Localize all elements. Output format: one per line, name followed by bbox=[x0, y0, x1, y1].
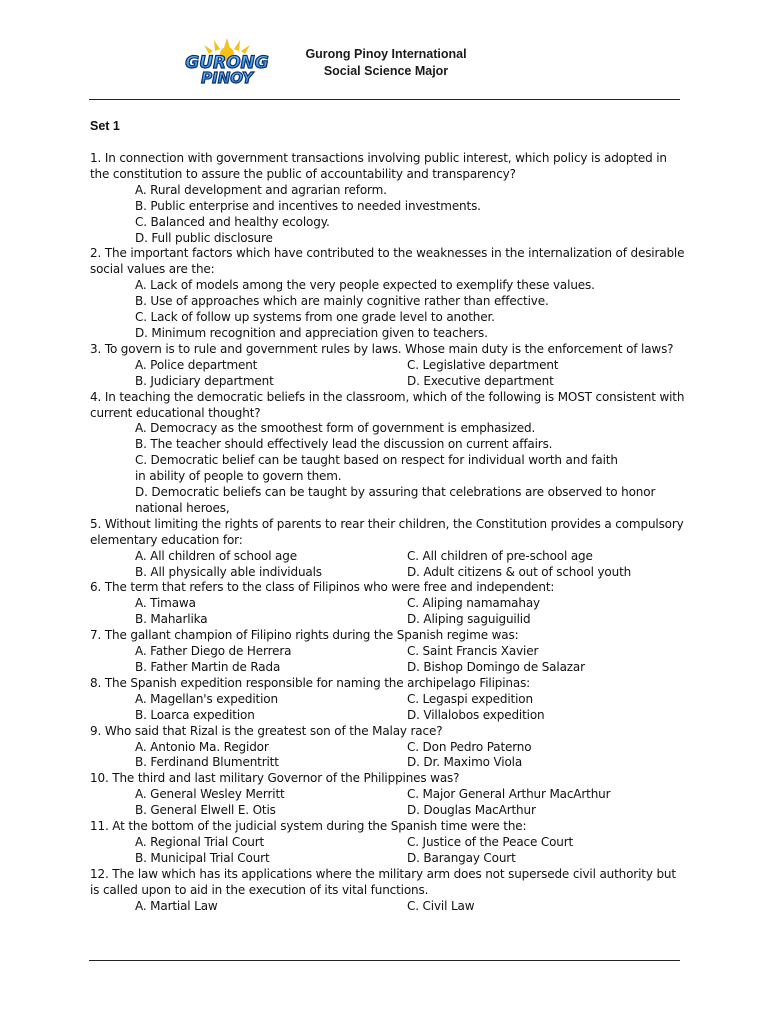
q10-option-c: C. Major General Arthur MacArthur bbox=[407, 787, 611, 802]
q6-options-row-2 bbox=[90, 612, 685, 628]
q7-option-c: C. Saint Francis Xavier bbox=[407, 644, 539, 659]
q4-option-c-line2: in ability of people to govern them. bbox=[135, 469, 342, 484]
q4-option-d-line1: D. Democratic beliefs can be taught by assuring that celebrations are observed to honor bbox=[135, 485, 656, 500]
logo-text-bottom: PINOY bbox=[201, 69, 253, 86]
question-3: 3. To govern is to rule and government rules by laws. Whose main duty is the enforcement of laws? bbox=[90, 341, 674, 356]
q3-options-row-1 bbox=[90, 358, 685, 374]
header-title-line1: Gurong Pinoy International bbox=[305, 47, 467, 61]
q7-option-a: A. Father Diego de Herrera bbox=[135, 644, 292, 659]
question-4: 4. In teaching the democratic beliefs in the classroom, which of the following is MOST consistent with current educational thought? bbox=[90, 389, 685, 420]
question-5: 5. Without limiting the rights of parents to rear their children, the Constitution provides a compulsory elementary education for: bbox=[90, 516, 684, 547]
q9-options-row-2 bbox=[90, 755, 685, 771]
q5-option-a: A. All children of school age bbox=[135, 548, 297, 563]
q9-option-a: A. Antonio Ma. Regidor bbox=[135, 739, 269, 754]
q11-option-d: D. Barangay Court bbox=[407, 850, 516, 865]
q10-option-b: B. General Elwell E. Otis bbox=[135, 803, 276, 818]
q1-option-d: D. Full public disclosure bbox=[135, 230, 273, 245]
q3-option-a: A. Police department bbox=[135, 357, 258, 372]
q4-option-b: B. The teacher should effectively lead the discussion on current affairs. bbox=[135, 437, 553, 452]
question-7: 7. The gallant champion of Filipino rights during the Spanish regime was: bbox=[90, 628, 519, 643]
q2-option-b: B. Use of approaches which are mainly cognitive rather than effective. bbox=[135, 294, 549, 309]
q4-option-d-line2: national heroes, bbox=[135, 500, 230, 515]
q1-option-b: B. Public enterprise and incentives to needed investments. bbox=[135, 198, 481, 213]
q3-option-c: C. Legislative department bbox=[407, 357, 559, 372]
q6-option-d: D. Aliping saguiguilid bbox=[407, 612, 531, 627]
q6-option-b: B. Maharlika bbox=[135, 612, 208, 627]
question-11: 11. At the bottom of the judicial system during the Spanish time were the: bbox=[90, 819, 527, 834]
footer-divider bbox=[89, 960, 680, 961]
gurong-pinoy-logo bbox=[174, 38, 280, 86]
q2-option-d: D. Minimum recognition and appreciation given to teachers. bbox=[135, 325, 488, 340]
q7-options-row-2 bbox=[90, 660, 685, 676]
logo-text-top: GURONG bbox=[185, 53, 269, 73]
q3-options-row-2 bbox=[90, 374, 685, 390]
q8-option-b: B. Loarca expedition bbox=[135, 707, 255, 722]
question-9: 9. Who said that Rizal is the greatest son of the Malay race? bbox=[90, 723, 443, 738]
q6-options-row-1 bbox=[90, 596, 685, 612]
question-12: 12. The law which has its applications where the military arm does not supersede civil authority but is called upon to aid in the execution of its vital functions. bbox=[90, 866, 676, 897]
question-1: 1. In connection with government transactions involving public interest, which policy is adopted in the constitution to assure the public of accountability and transparency? bbox=[90, 151, 667, 181]
header-title bbox=[288, 46, 484, 80]
q11-option-a: A. Regional Trial Court bbox=[135, 834, 265, 849]
q7-option-b: B. Father Martin de Rada bbox=[135, 660, 281, 674]
q12-option-a: A. Martial Law bbox=[135, 898, 218, 913]
q7-option-d: D. Bishop Domingo de Salazar bbox=[407, 660, 585, 674]
q5-options-row-1 bbox=[90, 549, 685, 565]
q11-option-b: B. Municipal Trial Court bbox=[135, 850, 270, 865]
q9-options-row-1 bbox=[90, 740, 685, 756]
q11-option-c: C. Justice of the Peace Court bbox=[407, 834, 574, 849]
q11-options-row-1 bbox=[90, 835, 685, 851]
q9-option-c: C. Don Pedro Paterno bbox=[407, 739, 532, 754]
q1-option-a: A. Rural development and agrarian reform. bbox=[135, 182, 387, 197]
q5-option-b: B. All physically able individuals bbox=[135, 564, 322, 579]
q5-options-row-2 bbox=[90, 565, 685, 581]
q8-options-row-2 bbox=[90, 708, 685, 724]
q8-option-d: D. Villalobos expedition bbox=[407, 707, 545, 722]
q10-option-a: A. General Wesley Merritt bbox=[135, 787, 285, 802]
q4-option-a: A. Democracy as the smoothest form of government is emphasized. bbox=[135, 421, 536, 436]
q8-option-a: A. Magellan's expedition bbox=[135, 691, 278, 706]
q2-option-c: C. Lack of follow up systems from one grade level to another. bbox=[135, 310, 495, 325]
question-10: 10. The third and last military Governor of the Philippines was? bbox=[90, 771, 460, 786]
q5-option-c: C. All children of pre-school age bbox=[407, 548, 593, 563]
q12-options-row-1 bbox=[90, 899, 685, 915]
q2-option-a: A. Lack of models among the very people expected to exemplify these values. bbox=[135, 278, 595, 293]
q9-option-d: D. Dr. Maximo Viola bbox=[407, 755, 523, 770]
q9-option-b: B. Ferdinand Blumentritt bbox=[135, 755, 279, 770]
header-title-line2: Social Science Major bbox=[323, 64, 449, 78]
question-8: 8. The Spanish expedition responsible for naming the archipelago Filipinas: bbox=[90, 675, 531, 690]
q8-options-row-1 bbox=[90, 692, 685, 708]
q6-option-c: C. Aliping namamahay bbox=[407, 596, 540, 611]
q10-options-row-2 bbox=[90, 803, 685, 819]
question-list bbox=[90, 151, 685, 915]
q6-option-a: A. Timawa bbox=[135, 596, 196, 611]
q3-option-d: D. Executive department bbox=[407, 373, 554, 388]
q11-options-row-2 bbox=[90, 851, 685, 867]
q3-option-b: B. Judiciary department bbox=[135, 373, 274, 388]
q1-option-c: C. Balanced and healthy ecology. bbox=[135, 214, 330, 229]
q5-option-d: D. Adult citizens & out of school youth bbox=[407, 564, 632, 579]
question-2: 2. The important factors which have contributed to the weaknesses in the internalization of desirable social values are the: bbox=[90, 246, 685, 277]
header-divider bbox=[89, 99, 680, 100]
set-label: Set 1 bbox=[90, 119, 120, 133]
q4-option-c-line1: C. Democratic belief can be taught based on respect for individual worth and faith bbox=[135, 453, 618, 468]
q10-option-d: D. Douglas MacArthur bbox=[407, 803, 536, 818]
q10-options-row-1 bbox=[90, 787, 685, 803]
q7-options-row-1 bbox=[90, 644, 685, 660]
question-6: 6. The term that refers to the class of Filipinos who were free and independent: bbox=[90, 580, 555, 595]
q12-option-c: C. Civil Law bbox=[407, 898, 475, 913]
q8-option-c: C. Legaspi expedition bbox=[407, 691, 533, 706]
